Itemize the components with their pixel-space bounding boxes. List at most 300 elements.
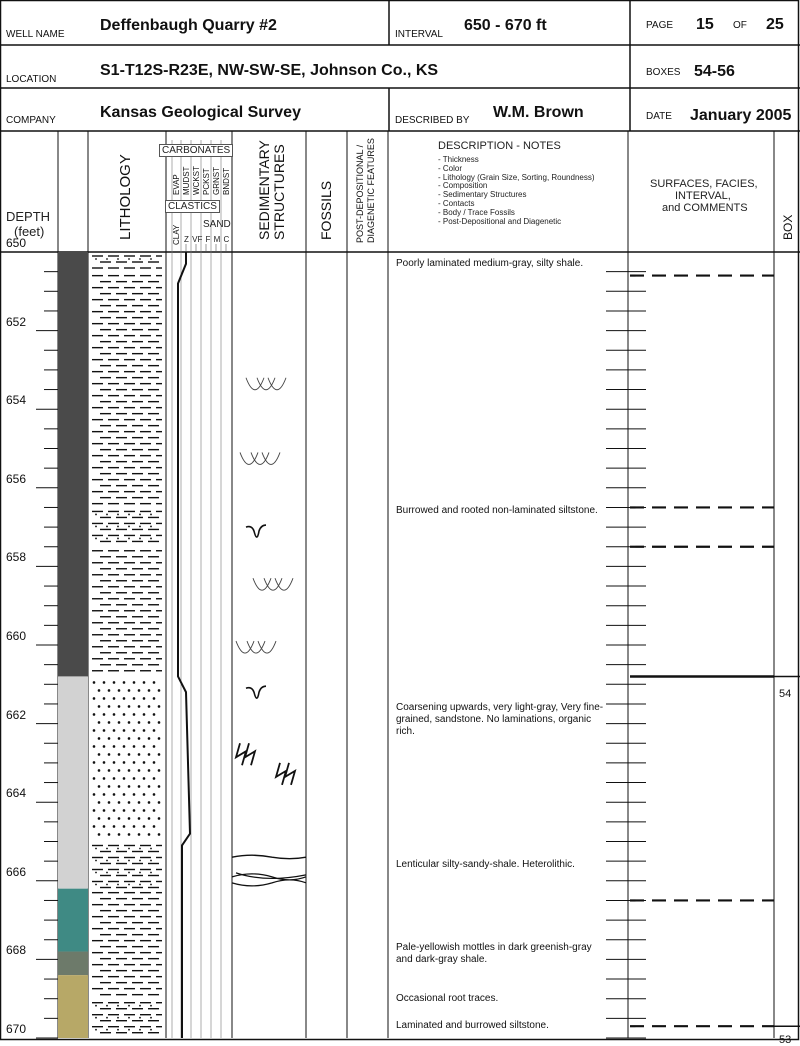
page-number: 15: [696, 16, 714, 33]
sand-grain-dot: [153, 681, 156, 684]
sand-grain-dot: [93, 793, 96, 796]
sand-grain-dot: [118, 817, 121, 820]
of-label: OF: [733, 20, 747, 31]
grain-size-scale: Z VF F M C: [184, 235, 230, 244]
sand-grain-dot: [123, 697, 126, 700]
burrow-structure: [246, 378, 264, 390]
silt-dot: [128, 258, 130, 260]
burrow-structure: [264, 578, 282, 590]
color-column-interval: [58, 952, 88, 976]
described-by: W.M. Brown: [493, 104, 584, 121]
lithology-header: LITHOLOGY: [117, 154, 134, 240]
sand-grain-dot: [153, 729, 156, 732]
depth-header: DEPTH: [6, 209, 51, 224]
color-column-interval: [58, 252, 88, 676]
description-text: Laminated and burrowed siltstone.: [396, 1020, 549, 1032]
sand-grain-dot: [108, 769, 111, 772]
silt-dot: [106, 1005, 108, 1007]
carbonate-type-pckst: PCKST: [202, 168, 211, 195]
sed-structures-header-2: STRUCTURES: [271, 144, 287, 240]
silt-dot: [106, 1029, 108, 1031]
sand-grain-dot: [138, 689, 141, 692]
sand-grain-dot: [133, 697, 136, 700]
postdep-header-1: POST-DEPOSITIONAL /: [355, 144, 365, 243]
carbonate-type-evap: EVAP: [172, 174, 181, 195]
silt-dot: [106, 848, 108, 850]
sand-grain-dot: [118, 753, 121, 756]
sand-grain-dot: [103, 777, 106, 780]
description-note-item: - Contacts: [438, 198, 475, 208]
sand-grain-dot: [118, 705, 121, 708]
silt-dot: [106, 1017, 108, 1019]
silt-dot: [128, 1029, 130, 1031]
page-total: 25: [766, 16, 784, 33]
silt-dot: [106, 258, 108, 260]
sand-grain-dot: [113, 729, 116, 732]
carbonate-type-wckst: WCKST: [192, 166, 201, 195]
silt-dot: [117, 1017, 119, 1019]
sand-grain-dot: [158, 737, 161, 740]
silt-dot: [139, 1029, 141, 1031]
carbonate-type-mudst: MUDST: [182, 166, 191, 195]
sand-grain-dot: [143, 713, 146, 716]
sand-grain-dot: [158, 753, 161, 756]
sand-grain-dot: [138, 705, 141, 708]
date-value: January 2005: [690, 107, 792, 124]
sand-grain-dot: [143, 697, 146, 700]
depth-label: 670: [6, 1022, 27, 1036]
sand-grain-dot: [158, 785, 161, 788]
description-text: Burrowed and rooted non-laminated siltstone.: [396, 505, 598, 517]
sand-grain-dot: [108, 689, 111, 692]
depth-label: 658: [6, 550, 27, 565]
sand-grain-dot: [118, 833, 121, 836]
sand-grain-dot: [128, 705, 131, 708]
sand-grain-dot: [128, 833, 131, 836]
depth-label: 666: [6, 864, 27, 879]
silt-dot: [95, 848, 97, 850]
sand-grain-dot: [158, 721, 161, 724]
sand-grain-dot: [113, 697, 116, 700]
sand-grain-dot: [93, 825, 96, 828]
silt-dot: [128, 1017, 130, 1019]
silt-dot: [95, 538, 97, 540]
sand-grain-dot: [103, 825, 106, 828]
sand-grain-dot: [113, 745, 116, 748]
silt-dot: [106, 860, 108, 862]
sand-grain-dot: [143, 809, 146, 812]
sand-grain-dot: [158, 689, 161, 692]
description-text: Poorly laminated medium-gray, silty shale.: [396, 257, 584, 269]
silt-dot: [128, 526, 130, 528]
lenticular-bedding: [232, 855, 306, 859]
sand-grain-dot: [98, 737, 101, 740]
description-notes-list: [438, 156, 595, 226]
silt-dot: [117, 860, 119, 862]
silt-dot: [139, 538, 141, 540]
depth-label: 654: [6, 393, 27, 408]
sand-grain-dot: [128, 689, 131, 692]
well-name: Deffenbaugh Quarry #2: [100, 17, 277, 34]
silt-dot: [95, 1017, 97, 1019]
silt-dot: [139, 526, 141, 528]
description-header: DESCRIPTION - NOTES: [438, 140, 561, 152]
sand-grain-dot: [98, 705, 101, 708]
depth-label: 662: [6, 707, 27, 722]
burrow-structure: [251, 452, 269, 464]
location-label: LOCATION: [6, 74, 57, 85]
silt-dot: [150, 526, 152, 528]
sand-grain-dot: [153, 809, 156, 812]
silt-dot: [128, 860, 130, 862]
silt-dot: [117, 258, 119, 260]
silt-dot: [128, 872, 130, 874]
sand-grain-dot: [148, 721, 151, 724]
silt-dot: [128, 514, 130, 516]
sand-grain-dot: [123, 793, 126, 796]
sand-grain-dot: [148, 817, 151, 820]
sand-grain-dot: [123, 825, 126, 828]
sand-grain-dot: [158, 801, 161, 804]
sand-grain-dot: [98, 689, 101, 692]
sand-grain-dot: [108, 833, 111, 836]
sand-grain-dot: [128, 753, 131, 756]
silt-dot: [117, 538, 119, 540]
sand-grain-dot: [123, 713, 126, 716]
description-note-item: - Lithology (Grain Size, Sorting, Roundness): [438, 172, 595, 182]
description-note-item: - Color: [438, 163, 463, 173]
surfaces-header-3: and COMMENTS: [662, 202, 748, 214]
silt-dot: [117, 526, 119, 528]
sand-grain-dot: [143, 825, 146, 828]
silt-dot: [150, 538, 152, 540]
sand-grain-dot: [128, 721, 131, 724]
sand-grain-dot: [103, 681, 106, 684]
silt-dot: [150, 860, 152, 862]
clastics-header: CLASTICS: [165, 200, 220, 213]
silt-dot: [139, 1017, 141, 1019]
silt-dot: [117, 884, 119, 886]
sand-grain-dot: [158, 769, 161, 772]
sand-grain-dot: [108, 737, 111, 740]
sand-grain-dot: [148, 689, 151, 692]
carbonate-type-grnst: GRNST: [212, 167, 221, 195]
sand-grain-dot: [103, 761, 106, 764]
zigzag-structure: [236, 743, 255, 765]
sand-grain-dot: [123, 809, 126, 812]
root-trace-symbol: [246, 686, 266, 698]
burrow-structure: [240, 452, 258, 464]
silt-dot: [150, 848, 152, 850]
color-column-interval: [58, 676, 88, 888]
sand-grain-dot: [118, 801, 121, 804]
sand-grain-dot: [128, 801, 131, 804]
sand-grain-dot: [158, 817, 161, 820]
sand-grain-dot: [143, 681, 146, 684]
silt-dot: [139, 258, 141, 260]
depth-unit-header: (feet): [14, 224, 45, 239]
sand-grain-dot: [153, 793, 156, 796]
described-by-label: DESCRIBED BY: [395, 115, 470, 126]
sand-grain-dot: [98, 833, 101, 836]
depth-label: 652: [6, 314, 27, 329]
company-label: COMPANY: [6, 115, 56, 126]
color-column-interval: [58, 975, 88, 1038]
description-text: Coarsening upwards, very light-gray, Very fine-grained, sandstone. No laminations, organic rich.: [396, 701, 604, 737]
location: S1-T12S-R23E, NW-SW-SE, Johnson Co., KS: [100, 62, 439, 79]
sand-grain-dot: [133, 777, 136, 780]
boxes-value: 54-56: [694, 63, 735, 80]
sand-grain-dot: [113, 681, 116, 684]
sand-grain-dot: [93, 761, 96, 764]
sand-grain-dot: [138, 721, 141, 724]
sand-grain-dot: [153, 745, 156, 748]
description-note-item: - Composition: [438, 181, 488, 191]
sand-grain-dot: [128, 785, 131, 788]
sand-grain-dot: [93, 777, 96, 780]
depth-label: 668: [6, 943, 27, 958]
burrow-structure: [258, 641, 276, 653]
sand-grain-dot: [108, 817, 111, 820]
description-text: Pale-yellowish mottles in dark greenish-gray and dark-gray shale.: [396, 941, 592, 965]
sand-header: SAND: [203, 219, 231, 230]
burrow-structure: [253, 578, 271, 590]
sand-grain-dot: [153, 697, 156, 700]
silt-dot: [106, 872, 108, 874]
sand-grain-dot: [113, 777, 116, 780]
grain-size-profile: [178, 252, 190, 1038]
depth-label: 656: [6, 471, 27, 486]
sand-grain-dot: [118, 721, 121, 724]
silt-dot: [150, 872, 152, 874]
silt-dot: [150, 258, 152, 260]
boxes-label: BOXES: [646, 67, 681, 78]
postdep-header-2: DIAGENETIC FEATURES: [366, 138, 376, 243]
sand-grain-dot: [138, 833, 141, 836]
sand-grain-dot: [98, 785, 101, 788]
sand-grain-dot: [133, 825, 136, 828]
sand-grain-dot: [143, 729, 146, 732]
page-label: PAGE: [646, 20, 674, 31]
surfaces-header-1: SURFACES, FACIES,: [650, 178, 758, 190]
sand-grain-dot: [143, 761, 146, 764]
sand-grain-dot: [128, 817, 131, 820]
silt-dot: [139, 848, 141, 850]
sand-grain-dot: [153, 777, 156, 780]
silt-dot: [150, 514, 152, 516]
sand-grain-dot: [108, 721, 111, 724]
sand-grain-dot: [123, 777, 126, 780]
sand-grain-dot: [118, 769, 121, 772]
sand-grain-dot: [148, 705, 151, 708]
sand-grain-dot: [143, 793, 146, 796]
sand-grain-dot: [133, 681, 136, 684]
sand-grain-dot: [138, 801, 141, 804]
carbonate-type-bndst: BNDST: [222, 167, 231, 195]
silt-dot: [128, 1005, 130, 1007]
silt-dot: [139, 872, 141, 874]
description-text: Lenticular silty-sandy-shale. Heterolithic.: [396, 859, 575, 871]
sand-grain-dot: [148, 753, 151, 756]
sand-grain-dot: [138, 785, 141, 788]
description-note-item: - Post-Depositional and Diagenetic: [438, 216, 562, 226]
sand-grain-dot: [103, 809, 106, 812]
sand-grain-dot: [153, 713, 156, 716]
box-number: 53: [779, 1034, 792, 1046]
sand-grain-dot: [123, 729, 126, 732]
sand-grain-dot: [133, 809, 136, 812]
silt-dot: [128, 884, 130, 886]
sand-grain-dot: [153, 825, 156, 828]
sand-grain-dot: [108, 705, 111, 708]
sand-grain-dot: [133, 729, 136, 732]
sand-grain-dot: [108, 801, 111, 804]
sand-grain-dot: [113, 793, 116, 796]
sand-grain-dot: [143, 777, 146, 780]
box-header: BOX: [781, 214, 795, 240]
sand-grain-dot: [113, 809, 116, 812]
silt-dot: [95, 884, 97, 886]
silt-dot: [150, 1017, 152, 1019]
sand-grain-dot: [138, 753, 141, 756]
company: Kansas Geological Survey: [100, 104, 301, 121]
root-trace-symbol: [246, 525, 266, 537]
silt-dot: [128, 538, 130, 540]
silt-dot: [95, 514, 97, 516]
silt-dot: [95, 1029, 97, 1031]
sand-grain-dot: [93, 713, 96, 716]
depth-label: 660: [6, 629, 27, 643]
sand-grain-dot: [103, 793, 106, 796]
silt-dot: [95, 1005, 97, 1007]
silt-dot: [95, 258, 97, 260]
sand-grain-dot: [123, 681, 126, 684]
silt-dot: [139, 514, 141, 516]
sand-grain-dot: [138, 817, 141, 820]
description-note-item: - Sedimentary Structures: [438, 190, 527, 200]
sand-grain-dot: [98, 801, 101, 804]
silt-dot: [95, 526, 97, 528]
sand-grain-dot: [128, 737, 131, 740]
sand-grain-dot: [98, 817, 101, 820]
color-column-interval: [58, 889, 88, 952]
burrow-structure: [268, 378, 286, 390]
silt-dot: [117, 514, 119, 516]
sand-grain-dot: [113, 761, 116, 764]
depth-label: 664: [6, 786, 27, 801]
sand-grain-dot: [138, 737, 141, 740]
sand-grain-dot: [123, 761, 126, 764]
sand-grain-dot: [148, 737, 151, 740]
sand-grain-dot: [143, 745, 146, 748]
sand-grain-dot: [158, 833, 161, 836]
burrow-structure: [247, 641, 265, 653]
sand-grain-dot: [153, 761, 156, 764]
sand-grain-dot: [108, 753, 111, 756]
silt-dot: [117, 1029, 119, 1031]
sand-grain-dot: [113, 825, 116, 828]
sand-grain-dot: [108, 785, 111, 788]
sand-grain-dot: [118, 737, 121, 740]
zigzag-structure: [276, 763, 295, 785]
burrow-structure: [236, 641, 254, 653]
silt-dot: [139, 884, 141, 886]
interval-label: INTERVAL: [395, 29, 443, 40]
well-name-label: WELL NAME: [6, 29, 65, 40]
fossils-header: FOSSILS: [318, 180, 334, 240]
lenticular-bedding: [232, 873, 306, 886]
sand-grain-dot: [133, 745, 136, 748]
silt-dot: [117, 1005, 119, 1007]
sand-grain-dot: [103, 729, 106, 732]
sand-grain-dot: [98, 769, 101, 772]
silt-dot: [139, 860, 141, 862]
sand-grain-dot: [123, 745, 126, 748]
sand-grain-dot: [133, 713, 136, 716]
carbonates-header: CARBONATES: [159, 144, 233, 157]
surfaces-header-2: INTERVAL,: [675, 190, 731, 202]
sand-grain-dot: [93, 809, 96, 812]
sand-grain-dot: [133, 793, 136, 796]
sand-grain-dot: [98, 753, 101, 756]
sed-structures-header-1: SEDIMENTARY: [256, 140, 272, 240]
silt-dot: [106, 526, 108, 528]
silt-dot: [117, 848, 119, 850]
sand-grain-dot: [148, 801, 151, 804]
silt-dot: [106, 514, 108, 516]
silt-dot: [95, 860, 97, 862]
sand-grain-dot: [148, 785, 151, 788]
sand-grain-dot: [93, 697, 96, 700]
sand-grain-dot: [103, 713, 106, 716]
burrow-structure: [262, 452, 280, 464]
silt-dot: [150, 1029, 152, 1031]
sand-grain-dot: [138, 769, 141, 772]
sand-grain-dot: [118, 785, 121, 788]
box-number: 54: [779, 688, 792, 701]
sand-grain-dot: [98, 721, 101, 724]
silt-dot: [150, 884, 152, 886]
sand-grain-dot: [103, 745, 106, 748]
sand-grain-dot: [148, 769, 151, 772]
silt-dot: [117, 872, 119, 874]
sand-grain-dot: [128, 769, 131, 772]
sand-grain-dot: [93, 745, 96, 748]
silt-dot: [128, 848, 130, 850]
silt-dot: [106, 884, 108, 886]
sand-grain-dot: [118, 689, 121, 692]
sand-grain-dot: [93, 681, 96, 684]
sand-grain-dot: [113, 713, 116, 716]
burrow-structure: [257, 378, 275, 390]
sand-grain-dot: [148, 833, 151, 836]
silt-dot: [95, 872, 97, 874]
sand-grain-dot: [93, 729, 96, 732]
silt-dot: [150, 1005, 152, 1007]
silt-dot: [139, 1005, 141, 1007]
description-text: Occasional root traces.: [396, 992, 499, 1004]
date-label: DATE: [646, 111, 672, 122]
clay-header: CLAY: [172, 224, 181, 245]
burrow-structure: [275, 578, 293, 590]
depth-label: 650: [6, 236, 27, 250]
sand-grain-dot: [103, 697, 106, 700]
interval-value: 650 - 670 ft: [464, 17, 547, 34]
description-note-item: - Thickness: [438, 155, 479, 164]
description-note-item: - Body / Trace Fossils: [438, 207, 515, 217]
silt-dot: [106, 538, 108, 540]
sand-grain-dot: [133, 761, 136, 764]
